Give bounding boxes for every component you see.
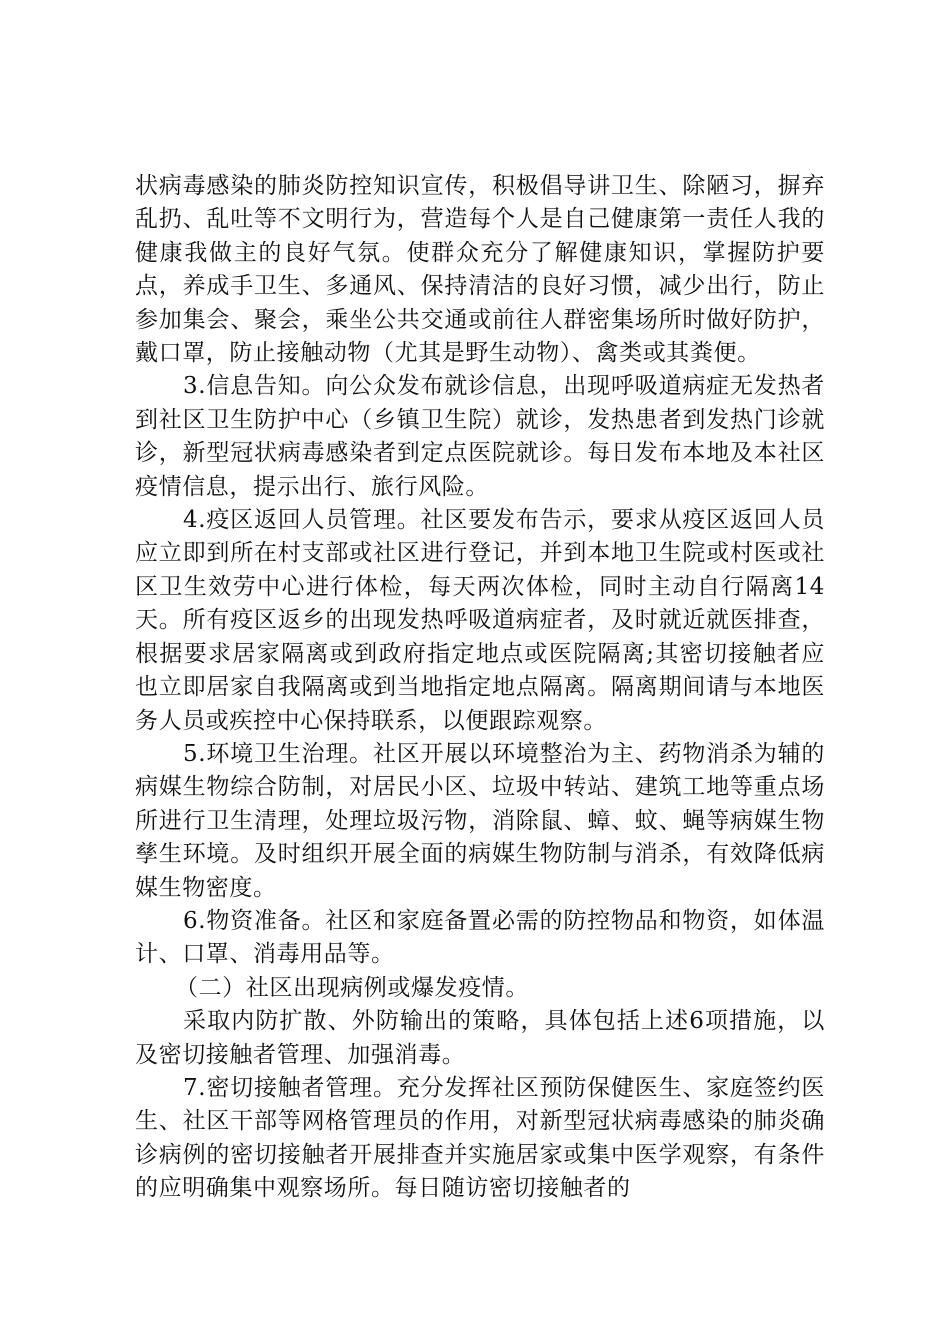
paragraph-information-notice: 3.信息告知。向公众发布就诊信息，出现呼吸道病症无发热者到社区卫生防护中心（乡镇卫生院）就诊，发热患者到发热门诊就诊，新型冠状病毒感染者到定点医院就诊。每日发布本地及本社区疫情信息，提示出行、旅行风险。 (135, 373, 825, 500)
paragraph-outbreak-strategy: 采取内防扩散、外防输出的策略，具体包括上述6项措施，以及密切接触者管理、加强消毒。 (135, 1008, 825, 1068)
section-heading-outbreak: （二）社区出现病例或爆发疫情。 (175, 974, 529, 1001)
document-body (135, 170, 825, 1206)
paragraph-supplies-preparation: 6.物资准备。社区和家庭备置必需的防控物品和物资，如体温计、口罩、消毒用品等。 (135, 907, 825, 968)
paragraph-health-education: 状病毒感染的肺炎防控知识宣传，积极倡导讲卫生、除陋习，摒弃乱扔、乱吐等不文明行为，营造每个人是自己健康第一责任人我的健康我做主的良好气氛。使群众充分了解健康知识，掌握防护要点，养成手卫生、多通风、保持清洁的良好习惯，减少出行，防止参加集会、聚会，乘坐公共交通或前往人群密集场所时做好防护，戴口罩，防止接触动物（尤其是野生动物）、禽类或其粪便。 (135, 173, 825, 367)
paragraph-returnee-management: 4.疫区返回人员管理。社区要发布告示，要求从疫区返回人员应立即到所在村支部或社区进行登记，并到本地卫生院或村医或社区卫生效劳中心进行体检，每天两次体检，同时主动自行隔离14天。所有疫区返乡的出现发热呼吸道病症者，及时就近就医排查，根据要求居家隔离或到政府指定地点或医院隔离;其密切接触者应也立即居家自我隔离或到当地指定地点隔离。隔离期间请与本地医务人员或疾控中心保持联系，以便跟踪观察。 (135, 507, 825, 734)
paragraph-environmental-sanitation: 5.环境卫生治理。社区开展以环境整治为主、药物消杀为辅的病媒生物综合防制，对居民小区、垃圾中转站、建筑工地等重点场所进行卫生清理，处理垃圾污物，消除鼠、蟑、蚊、蝇等病媒生物孳生环境。及时组织开展全面的病媒生物防制与消杀，有效降低病媒生物密度。 (135, 740, 825, 901)
paragraph-close-contact-management: 7.密切接触者管理。充分发挥社区预防保健医生、家庭签约医生、社区干部等网格管理员的作用，对新型冠状病毒感染的肺炎确诊病例的密切接触者开展排查并实施居家或集中医学观察，有条件的应明确集中观察场所。每日随访密切接触者的 (135, 1074, 825, 1202)
